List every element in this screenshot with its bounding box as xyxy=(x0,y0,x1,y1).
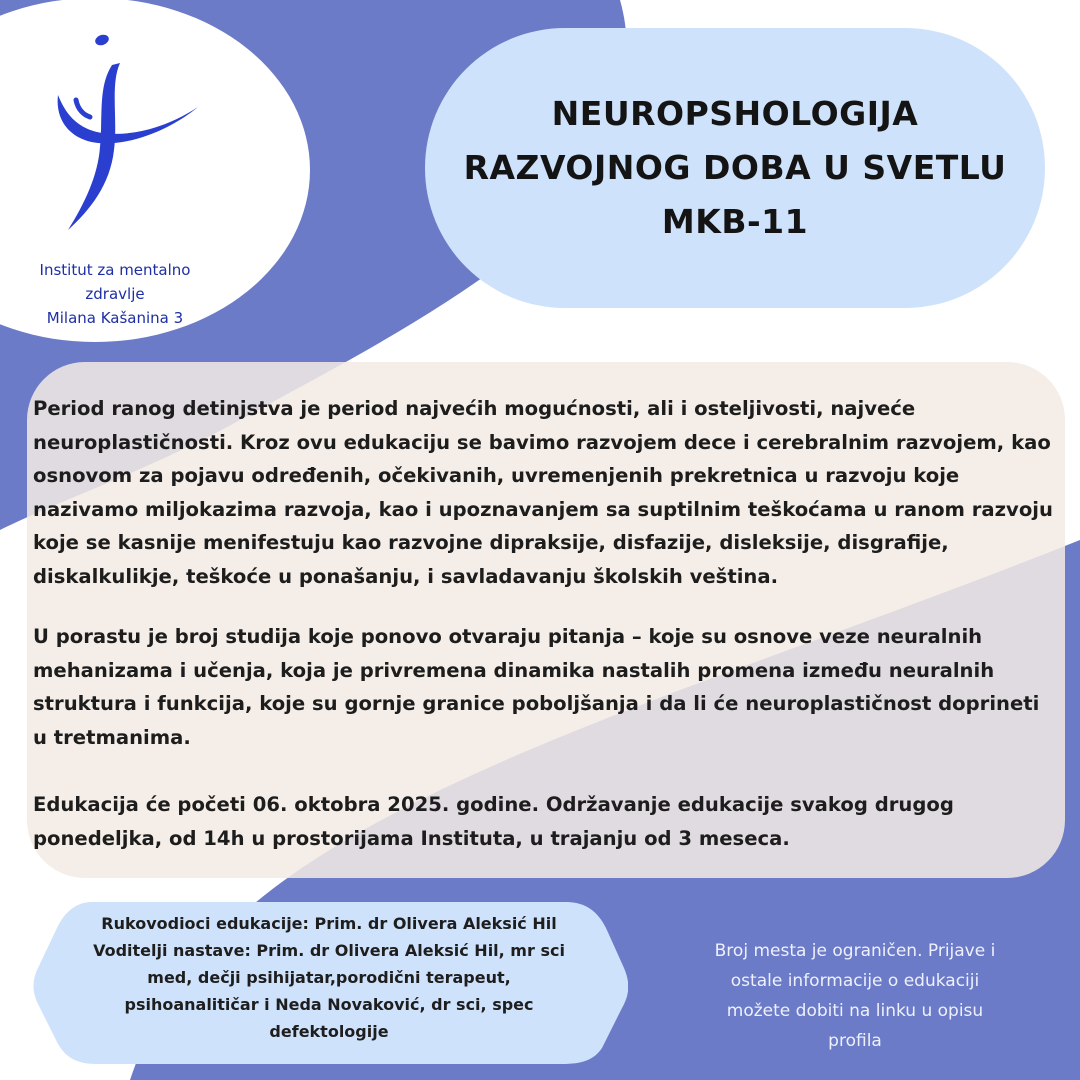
description-paragraph-2: U porastu je broj studija koje ponovo otvaraju pitanja – koje su osnove veze neuralnih mehanizama i učenja, koja je privremena dinamika nastalih promena između neuralnih struktura i funkcija, koje su gornje granice poboljšanja i da li će neuroplastičnost doprineti u tretmanima. xyxy=(33,625,1040,749)
description-card xyxy=(27,362,1065,878)
schedule-paragraph: Edukacija će početi 06. oktobra 2025. godine. Održavanje edukacije svakog drugog ponedeljka, od 14h u prostorijama Instituta, u trajanju od 3 meseca. xyxy=(33,793,954,850)
human-figure-logo-icon xyxy=(40,25,210,240)
org-line: Institut za mentalno xyxy=(39,261,191,279)
registration-info xyxy=(670,936,1040,1056)
org-address xyxy=(5,258,225,330)
leaders-box xyxy=(30,898,628,1066)
description-paragraph-1: Period ranog detinjstva je period najvećih mogućnosti, ali i osteljivosti, najveće neuroplastičnosti. Kroz ovu edukaciju se bavimo razvojem dece i cerebralnim razvojem, kao osnovom za pojavu određenih, očekivanih, uvremenjenih prekretnica u razvoju koje nazivamo miljokazima razvoja, kao i upoznavanjem sa suptilnim teškoćama u ranom razvoju koje se kasnije menifestuju kao razvojne dipraksije, disfazije, disleksije, disgrafije, diskalkulikje, teškoće u ponašanju, i savladavanju školskih veština. xyxy=(33,397,1053,588)
info-line: ostale informacije o edukaciji xyxy=(730,971,980,991)
title-pill xyxy=(425,28,1045,308)
title-line: RAZVOJNOG DOBA U SVETLU xyxy=(463,148,1007,187)
info-line: možete dobiti na linku u opisu xyxy=(726,1001,984,1021)
leaders-line: defektologije xyxy=(269,1022,389,1041)
title-line: MKB-11 xyxy=(661,202,809,241)
leaders-line: med, dečji psihijatar,porodični terapeut, xyxy=(147,968,511,987)
title-line: NEUROPSHOLOGIJA xyxy=(551,94,919,133)
org-line: Milana Kašanina 3 xyxy=(46,309,184,327)
leaders-line: Voditelji nastave: Prim. dr Olivera Aleksić Hil, mr sci xyxy=(93,941,565,960)
info-line: Broj mesta je ograničen. Prijave i xyxy=(714,941,996,961)
info-line: profila xyxy=(828,1031,882,1051)
leaders-line: Rukovodioci edukacije: Prim. dr Olivera Aleksić Hil xyxy=(101,914,557,933)
leaders-line: psihoanalitičar i Neda Novaković, dr sci, spec xyxy=(124,995,534,1014)
org-line: zdravlje xyxy=(85,285,145,303)
